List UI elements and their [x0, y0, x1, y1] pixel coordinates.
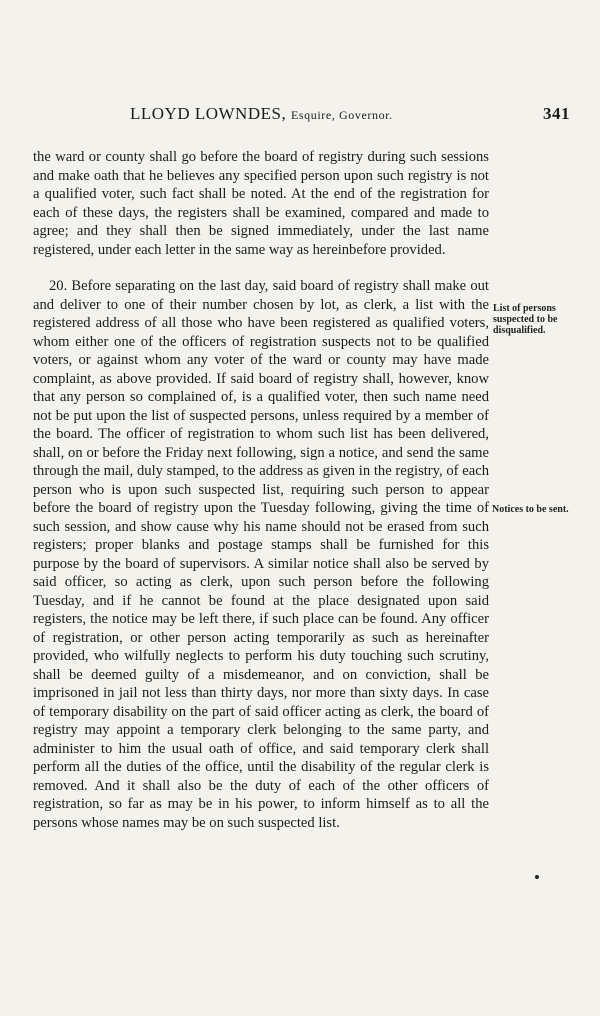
page-number: 341 [543, 104, 570, 123]
header-subtitle: Esquire, Governor. [290, 108, 393, 122]
margin-note-suspected-list: List of persons suspected to be disqualified. [493, 303, 558, 336]
running-header [130, 104, 570, 128]
margin-note-notices: Notices to be sent. [492, 504, 569, 515]
ink-speck [535, 875, 539, 879]
header-title [130, 104, 393, 124]
header-name: LLOYD LOWNDES, [130, 104, 287, 123]
paragraph-continued: the ward or county shall go before the board of registry during such sessions and make oath that he believes any specified person upon such registry is not a qualified voter, such fact shall be noted. At the end of the registration for each of these days, the registers shall be examined, compared and made to agree; and they shall then be signed immediately, under the last name registered, under each letter in the same way as hereinbefore provided. [33, 149, 489, 258]
paragraph-section-20: 20. Before separating on the last day, said board of registry shall make out and deliver to one of their number chosen by lot, as clerk, a list with the registered address of all those who have been registered as qualified voters, whom either one of the officers of registration suspects not to be qualified voters, or against whom any voter of the ward or county may have made complaint, as above provided. If said board of registry shall, however, know that any person so complained of, is a qualified voter, then such name need not be put upon the list of suspected persons, unless required by a member of the board. The officer of registration to whom such list has been delivered, shall, on or before the Friday next following, sign a notice, and send the same through the mail, duly stamped, to the address as given in the registry, of each person who is upon such suspected list, requiring such person to appear before the board of registry upon the Tuesday following, giving the time of such session, and show cause why his name should not be erased from such registers; proper blanks and postage stamps shall be furnished for this purpose by the board of supervisors. A similar notice shall also be served by said officer, so acting as clerk, upon such person before the following Tuesday, and if he cannot be found at the place designated upon said registers, the notice may be left there, if such place can be found. Any officer of registration, or other person acting temporarily as such as hereinafter provided, who wilfully neglects to perform his duty touching such scrutiny, shall be deemed guilty of a misdemeanor, and on conviction, shall be imprisoned in jail not less than thirty days, nor more than sixty days. In case of temporary disability on the part of said officer acting as clerk, the board of registry may appoint a temporary clerk belonging to the same party, and administer to him the usual oath of office, and said temporary clerk shall perform all the duties of the office, until the disability of the regular clerk is removed. And it shall also be the duty of each of the other officers of registration, so far as may be in his power, to inform himself as to all the persons whose names may be on such suspected list. [33, 278, 489, 831]
body-text [33, 148, 489, 832]
